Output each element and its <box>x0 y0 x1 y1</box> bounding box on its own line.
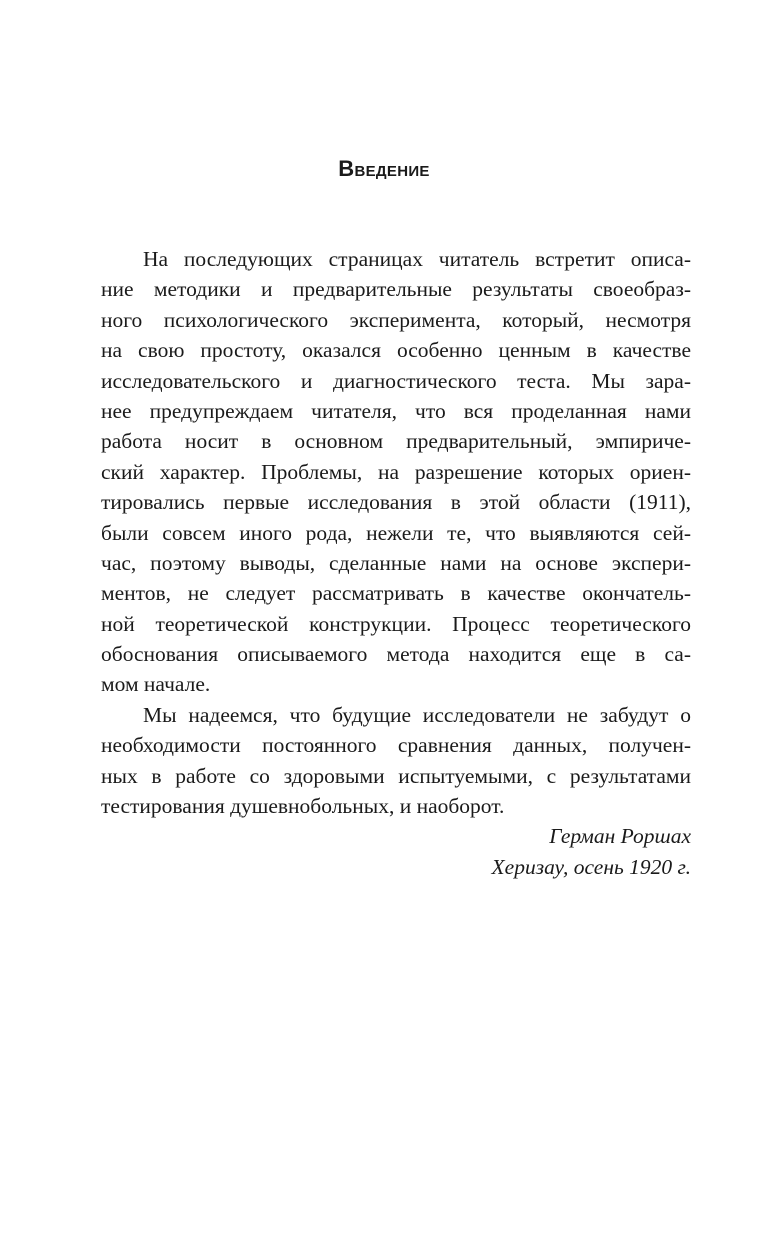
paragraph-1-line: исследовательского и диагностического теста. Мы зара- <box>101 368 691 393</box>
paragraph-1-line: час, поэтому выводы, сделанные нами на основе экспери- <box>101 550 691 575</box>
paragraph-2-line: ных в работе со здоровыми испытуемыми, с результатами <box>101 763 691 788</box>
paragraph-1-line: мом начале. <box>101 672 211 697</box>
paragraph-1-line: работа носит в основном предварительный, эмпириче- <box>101 429 691 454</box>
paragraph-1-line: тировались первые исследования в этой области (1911), <box>101 490 691 515</box>
page-title: Введение <box>338 156 430 181</box>
paragraph-2-line: Мы надеемся, что будущие исследователи не забудут о <box>143 702 691 727</box>
paragraph-1-line: ментов, не следует рассматривать в качестве окончатель- <box>101 581 691 606</box>
body-text <box>101 244 691 882</box>
paragraph-2-line: тестирования душевнобольных, и наоборот. <box>101 794 505 819</box>
paragraph-1-line: были совсем иного рода, нежели те, что выявляются сей- <box>101 520 691 545</box>
paragraph-1-line: ного психологического эксперимента, который, несмотря <box>101 307 691 332</box>
paragraph-1-line: ной теоретической конструкции. Процесс теоретического <box>101 611 691 636</box>
paragraph-1-line: ние методики и предварительные результаты своеобраз- <box>101 277 691 302</box>
paragraph-1-line: ский характер. Проблемы, на разрешение которых ориен- <box>101 459 691 484</box>
signature-author: Герман Роршах <box>549 824 691 849</box>
paragraph-1-line: на свою простоту, оказался особенно ценным в качестве <box>101 338 691 363</box>
paragraph-1-line: нее предупреждаем читателя, что вся проделанная нами <box>101 398 691 423</box>
paragraph-1-line: обоснования описываемого метода находится еще в са- <box>101 642 691 667</box>
paragraph-1-line: На последующих страницах читатель встретит описа- <box>143 247 691 271</box>
signature-place-date: Херизау, осень 1920 г. <box>491 854 691 879</box>
paragraph-2-line: необходимости постоянного сравнения данных, получен- <box>101 733 691 758</box>
